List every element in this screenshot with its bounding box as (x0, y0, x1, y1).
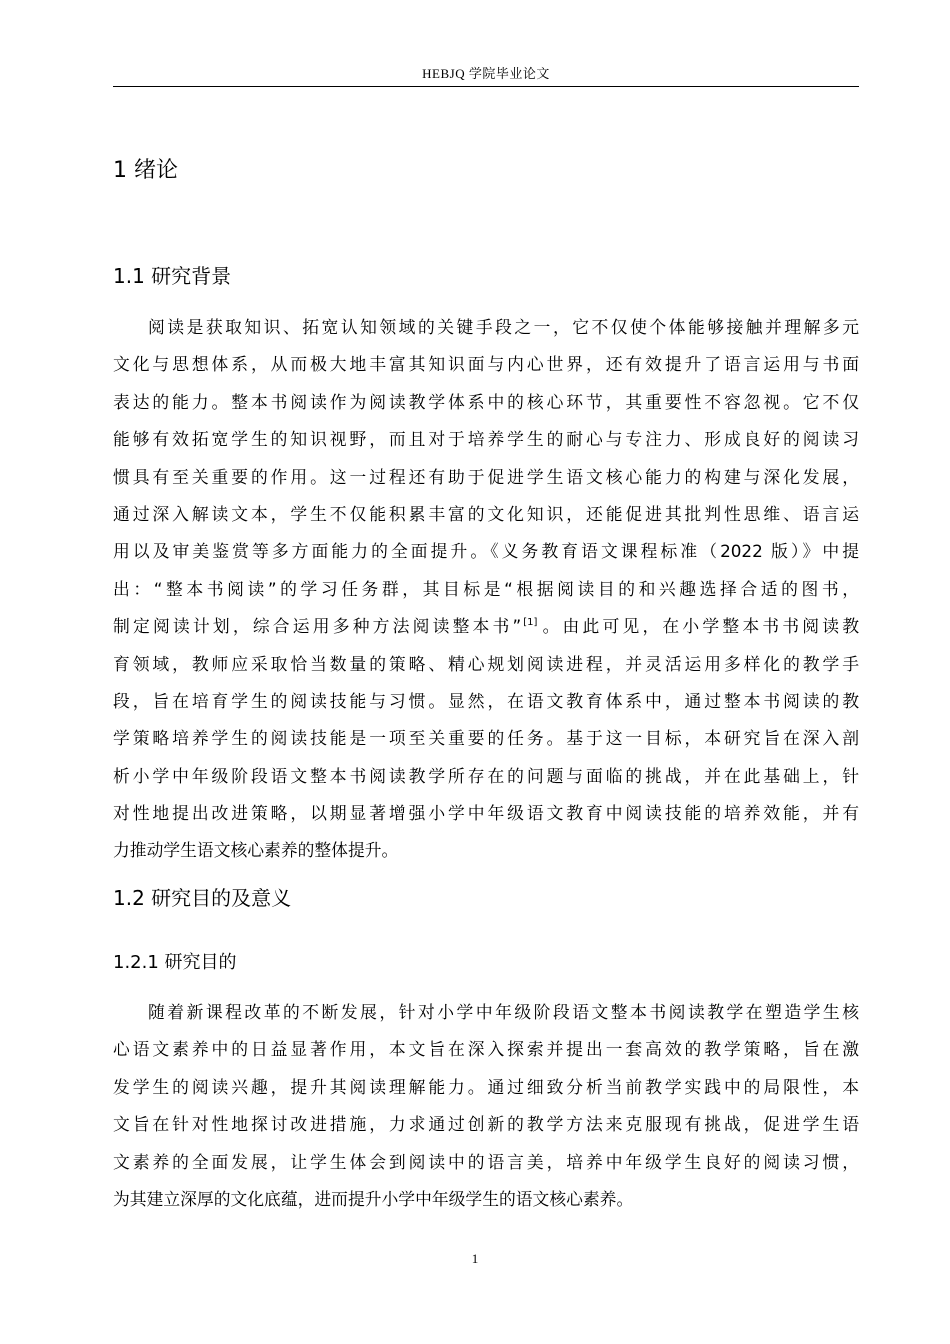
section-heading-1-1: 1.1 研究背景 (113, 264, 232, 288)
paragraph-line: 文素养的全面发展，让学生体会到阅读中的语言美，培养中年级学生良好的阅读习惯， (113, 1151, 859, 1172)
paragraph-line: 力推动学生语文核心素养的整体提升。 (113, 840, 399, 861)
citation-line-text-after: 。由此可见，在小学整本书书阅读教 (539, 616, 859, 637)
running-header: HEBJQ 学院毕业论文 (422, 66, 550, 81)
paragraph-line: 心语文素养中的日益显著作用，本文旨在深入探索并提出一套高效的教学策略，旨在激 (113, 1039, 859, 1060)
paragraph-line: 惯具有至关重要的作用。这一过程还有助于促进学生语文核心能力的构建与深化发展， (113, 466, 859, 487)
paragraph-line: 阅读是获取知识、拓宽认知领域的关键手段之一，它不仅使个体能够接触并理解多元 (148, 317, 859, 337)
citation-reference[interactable]: [1] (523, 617, 538, 629)
paragraph-line: 文旨在针对性地探讨改进措施，力求通过创新的教学方法来克服现有挑战，促进学生语 (113, 1114, 859, 1135)
paragraph-line: 育领域，教师应采取恰当数量的策略、精心规划阅读进程，并灵活运用多样化的教学手 (113, 653, 859, 674)
paragraph-line: 用以及审美鉴赏等多方面能力的全面提升。《义务教育语文课程标准（2022 版）》中提 (113, 541, 859, 562)
paragraph-line: 对性地提出改进策略，以期显著增强小学中年级语文教育中阅读技能的培养效能，并有 (113, 803, 859, 824)
paragraph-line: 学策略培养学生的阅读技能是一项至关重要的任务。基于这一目标，本研究旨在深入剖 (113, 728, 859, 749)
paragraph-research-background (113, 309, 859, 870)
citation-line-text-before: 制定阅读计划，综合运用多种方法阅读整本书” (113, 616, 522, 637)
header-rule (113, 86, 859, 87)
paragraph-line: 发学生的阅读兴趣，提升其阅读理解能力。通过细致分析当前教学实践中的局限性，本 (113, 1076, 859, 1097)
section-heading-1-2: 1.2 研究目的及意义 (113, 886, 292, 910)
paragraph-line: 段，旨在培育学生的阅读技能与习惯。显然，在语文教育体系中，通过整本书阅读的教 (113, 690, 859, 711)
subsection-heading-1-2-1: 1.2.1 研究目的 (113, 952, 237, 973)
paragraph-line: 通过深入解读文本，学生不仅能积累丰富的文化知识，还能促进其批判性思维、语言运 (113, 503, 859, 524)
paragraph-line: 析小学中年级阶段语文整本书阅读教学所存在的问题与面临的挑战，并在此基础上，针 (113, 765, 859, 786)
paragraph-research-purpose (113, 994, 859, 1218)
paragraph-line: 能够有效拓宽学生的知识视野，而且对于培养学生的耐心与专注力、形成良好的阅读习 (113, 429, 859, 450)
paragraph-line: 出：“整本书阅读”的学习任务群，其目标是“根据阅读目的和兴趣选择合适的图书， (113, 578, 859, 599)
paragraph-line: 随着新课程改革的不断发展，针对小学中年级阶段语文整本书阅读教学在塑造学生核 (148, 1002, 859, 1022)
paragraph-line-with-citation (113, 608, 859, 645)
page-number: 1 (471, 1251, 479, 1266)
paragraph-line: 为其建立深厚的文化底蕴，进而提升小学中年级学生的语文核心素养。 (113, 1188, 634, 1209)
chapter-title: 1 绪论 (113, 158, 178, 183)
paragraph-line: 表达的能力。整本书阅读作为阅读教学体系中的核心环节，其重要性不容忽视。它不仅 (113, 391, 859, 412)
paragraph-line: 文化与思想体系，从而极大地丰富其知识面与内心世界，还有效提升了语言运用与书面 (113, 354, 859, 375)
